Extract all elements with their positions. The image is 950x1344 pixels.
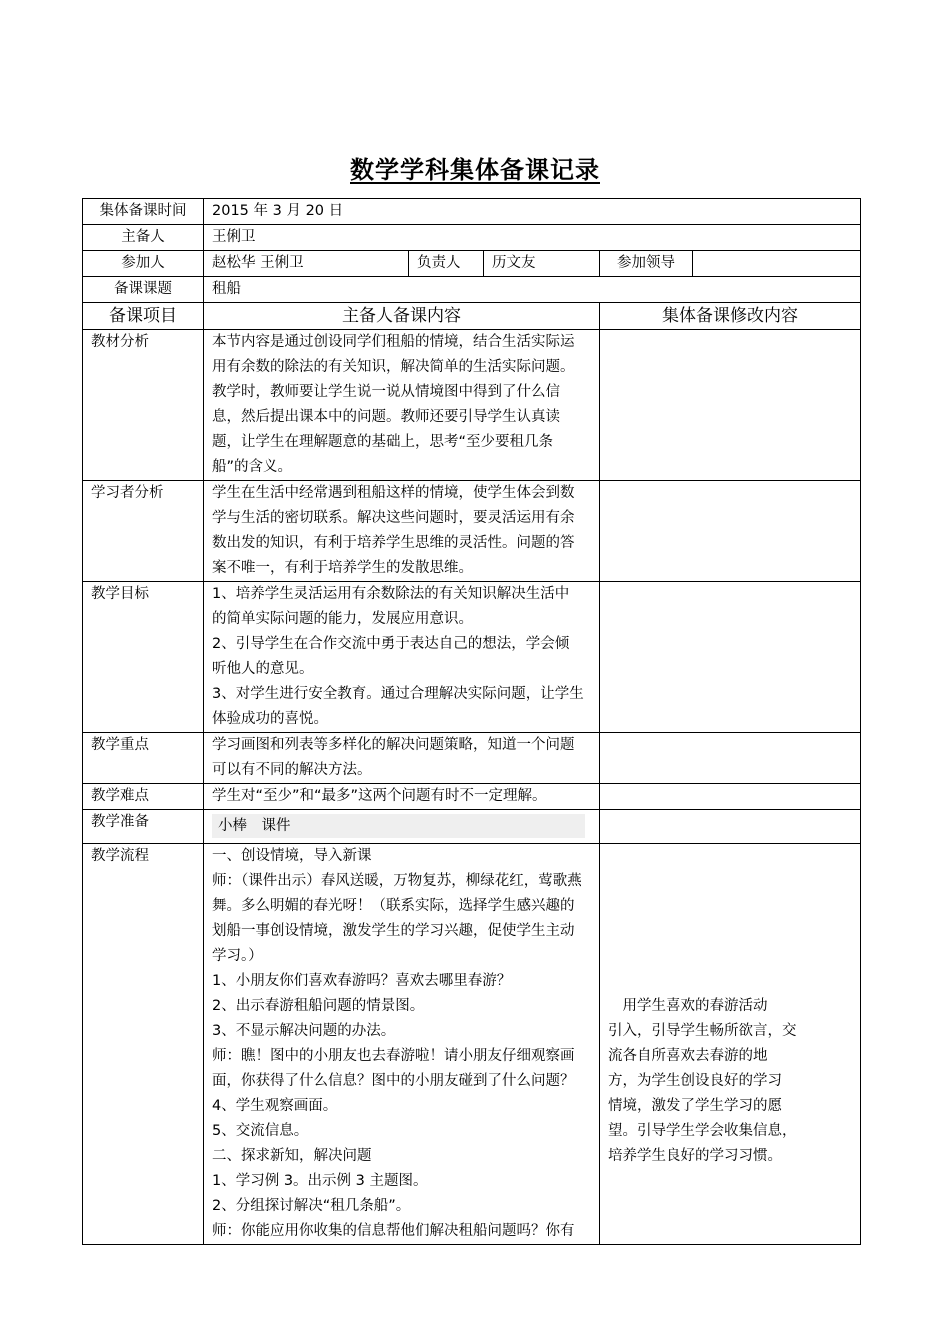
key-content	[204, 733, 600, 784]
material-line: 题，让学生在理解题意的基础上，思考“至少要租几条	[212, 434, 554, 450]
time-value: 2015 年 3 月 20 日	[204, 199, 861, 225]
process-note	[608, 844, 852, 1169]
row-key	[83, 733, 861, 784]
row-goals	[83, 582, 861, 733]
key-line: 可以有不同的解决方法。	[212, 762, 372, 778]
row-participants	[83, 251, 861, 277]
leader-cell	[600, 251, 861, 277]
process-line: 1、学习例 3。出示例 3 主题图。	[212, 1173, 428, 1189]
process-line: 面，你获得了什么信息？图中的小朋友碰到了什么问题？	[212, 1073, 575, 1089]
learner-line: 学与生活的密切联系。解决这些问题时，要灵活运用有余	[212, 510, 575, 526]
difficulty-line: 学生对“至少”和“最多”这两个问题有时不一定理解。	[212, 788, 547, 804]
process-line: 学习。）	[212, 948, 263, 964]
goals-label: 教学目标	[83, 582, 204, 733]
process-content	[204, 844, 600, 1245]
responsible-label: 负责人	[409, 251, 484, 277]
learner-revision	[600, 481, 861, 582]
process-line: 2、分组探讨解决“租几条船”。	[212, 1198, 411, 1214]
goals-revision	[600, 582, 861, 733]
material-revision	[600, 330, 861, 481]
material-line: 用有余数的除法的有关知识，解决简单的生活实际问题。	[212, 359, 575, 375]
goals-line: 的简单实际问题的能力，发展应用意识。	[212, 611, 473, 627]
process-line: 二、探求新知，解决问题	[212, 1148, 372, 1164]
responsible-name: 历文友	[492, 255, 536, 271]
process-line: 划船一事创设情境，激发学生的学习兴趣，促使学生主动	[212, 923, 575, 939]
material-line: 船”的含义。	[212, 459, 293, 475]
main-value: 王俐卫	[204, 225, 861, 251]
key-revision	[600, 733, 861, 784]
row-topic	[83, 277, 861, 303]
header-col2: 主备人备课内容	[204, 303, 600, 330]
process-note-line: 用学生喜欢的春游活动	[608, 998, 768, 1014]
material-line: 本节内容是通过创设同学们租船的情境，结合生活实际运	[212, 334, 575, 350]
difficulty-content	[204, 784, 600, 810]
process-line: 5、交流信息。	[212, 1123, 309, 1139]
process-note-line: 引入，引导学生畅所欲言，交	[608, 1023, 797, 1039]
row-prep	[83, 810, 861, 844]
leader-label: 参加领导	[600, 251, 693, 276]
lesson-record-table	[82, 198, 861, 1245]
process-line: 师：瞧！图中的小朋友也去春游啦！请小朋友仔细观察画	[212, 1048, 575, 1064]
process-line: 1、小朋友你们喜欢春游吗？喜欢去哪里春游？	[212, 973, 512, 989]
process-note-line: 培养学生良好的学习习惯。	[608, 1148, 782, 1164]
header-row	[83, 303, 861, 330]
row-time	[83, 199, 861, 225]
goals-line: 3、对学生进行安全教育。通过合理解决实际问题，让学生	[212, 686, 584, 702]
row-difficulty	[83, 784, 861, 810]
participants-label: 参加人	[83, 251, 204, 277]
prep-label: 教学准备	[83, 810, 204, 844]
material-line: 教学时，教师要让学生说一说从情境图中得到了什么信	[212, 384, 560, 400]
process-note-line: 流各自所喜欢去春游的地	[608, 1048, 768, 1064]
responsible-value	[484, 251, 600, 277]
key-line: 学习画图和列表等多样化的解决问题策略，知道一个问题	[212, 737, 575, 753]
row-main	[83, 225, 861, 251]
learner-line: 学生在生活中经常遇到租船这样的情境，使学生体会到数	[212, 485, 575, 501]
process-line: 4、学生观察画面。	[212, 1098, 338, 1114]
material-label: 教材分析	[83, 330, 204, 481]
difficulty-revision	[600, 784, 861, 810]
goals-content	[204, 582, 600, 733]
page-title: 数学学科集体备课记录	[350, 156, 600, 184]
material-line: 息，然后提出课本中的问题。教师还要引导学生认真读	[212, 409, 560, 425]
participants-value: 赵松华 王俐卫	[204, 251, 409, 277]
time-label: 集体备课时间	[83, 199, 204, 225]
process-label: 教学流程	[83, 844, 204, 1245]
learner-line: 数出发的知识，有利于培养学生思维的灵活性。问题的答	[212, 535, 575, 551]
difficulty-label: 教学难点	[83, 784, 204, 810]
material-content	[204, 330, 600, 481]
process-line: 2、出示春游租船问题的情景图。	[212, 998, 425, 1014]
process-line: 3、不显示解决问题的办法。	[212, 1023, 396, 1039]
process-note-line: 方，为学生创设良好的学习	[608, 1073, 782, 1089]
main-label: 主备人	[83, 225, 204, 251]
row-process	[83, 844, 861, 1245]
goals-line: 2、引导学生在合作交流中勇于表达自己的想法，学会倾	[212, 636, 570, 652]
topic-value: 租船	[204, 277, 861, 303]
process-note-line: 情境，激发了学生学习的愿	[608, 1098, 782, 1114]
goals-line: 体验成功的喜悦。	[212, 711, 328, 727]
goals-line: 听他人的意见。	[212, 661, 314, 677]
learner-label: 学习者分析	[83, 481, 204, 582]
key-label: 教学重点	[83, 733, 204, 784]
prep-value: 小棒 课件	[212, 814, 585, 838]
process-note-line: 望。引导学生学会收集信息，	[608, 1123, 797, 1139]
header-col3: 集体备课修改内容	[600, 303, 861, 330]
row-learner	[83, 481, 861, 582]
topic-label: 备课课题	[83, 277, 204, 303]
header-col1: 备课项目	[83, 303, 204, 330]
learner-line: 案不唯一，有利于培养学生的发散思维。	[212, 560, 473, 576]
process-line: 一、创设情境，导入新课	[212, 848, 372, 864]
prep-revision	[600, 810, 861, 844]
goals-line: 1、培养学生灵活运用有余数除法的有关知识解决生活中	[212, 586, 570, 602]
process-line: 舞。多么明媚的春光呀！（联系实际，选择学生感兴趣的	[212, 898, 575, 914]
prep-content	[204, 810, 600, 844]
process-revision	[600, 844, 861, 1245]
row-material	[83, 330, 861, 481]
process-line: 师：（课件出示）春风送暖，万物复苏，柳绿花红，莺歌燕	[212, 873, 582, 889]
learner-content	[204, 481, 600, 582]
process-line: 师：你能应用你收集的信息帮他们解决租船问题吗？你有	[212, 1223, 575, 1239]
